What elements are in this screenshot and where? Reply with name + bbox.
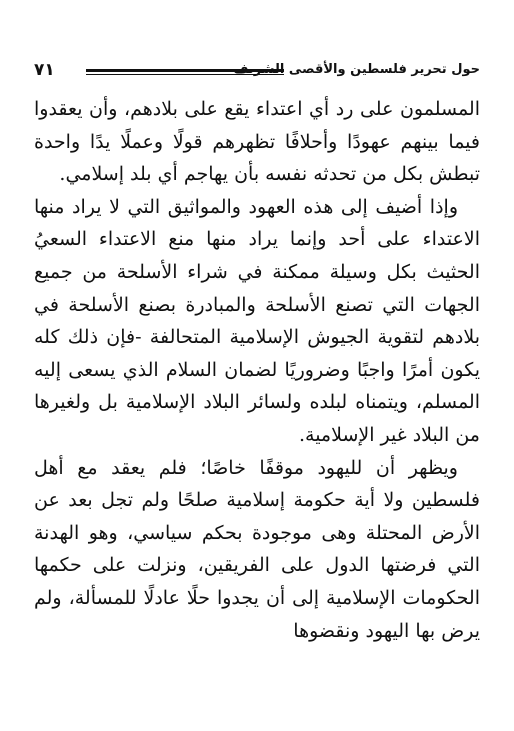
- header-rule: [86, 69, 284, 72]
- body-text: [34, 93, 480, 647]
- paragraph: وإذا أضيف إلى هذه العهود والمواثيق التي لا يراد منها الاعتداء على أحد وإنما يراد منها منع الاعتداء السعيُ الحثيث بكل وسيلة ممكنة في شراء الأسلحة من جميع الجهات التي تصنع الأسلحة والمبادرة بصنع الأسلحة في بلادهم لتقوية الجيوش الإسلامية المتحالفة -فإن ذلك كله يكون أمرًا واجبًا وضروريًا لضمان السلام الذي يسعى إليه المسلم، ويتمناه لبلده ولسائر البلاد الإسلامية بل ولغيرها من البلاد غير الإسلامية.: [34, 195, 480, 446]
- page-number: ٧١: [34, 60, 55, 80]
- running-header-title: حول تحرير فلسطين والأقصى الشريف: [233, 62, 480, 77]
- paragraph-continued: المسلمون على رد أي اعتداء يقع على بلادهم، وأن يعقدوا فيما بينهم عهودًا وأحلافًا تظهرهم قولًا وعملًا يدًا واحدة تبطش بكل من تحدثه نفسه بأن يهاجم أي بلد إسلامي.: [34, 98, 480, 186]
- running-header: [34, 61, 480, 83]
- header-rule-thin: [86, 74, 284, 75]
- paragraph: ويظهر أن لليهود موقفًا خاصًا؛ فلم يعقد مع أهل فلسطين ولا أية حكومة إسلامية صلحًا ولم تجل بعد عن الأرض المحتلة وهى موجودة بحكم سياسي، وهو الهدنة التي فرضتها الدول على الفريقين، ونزلت على حكمها الحكومات الإسلامية إلى أن يجدوا حلًا عادلًا للمسألة، ولم يرض بها اليهود ونقضوها: [34, 456, 480, 642]
